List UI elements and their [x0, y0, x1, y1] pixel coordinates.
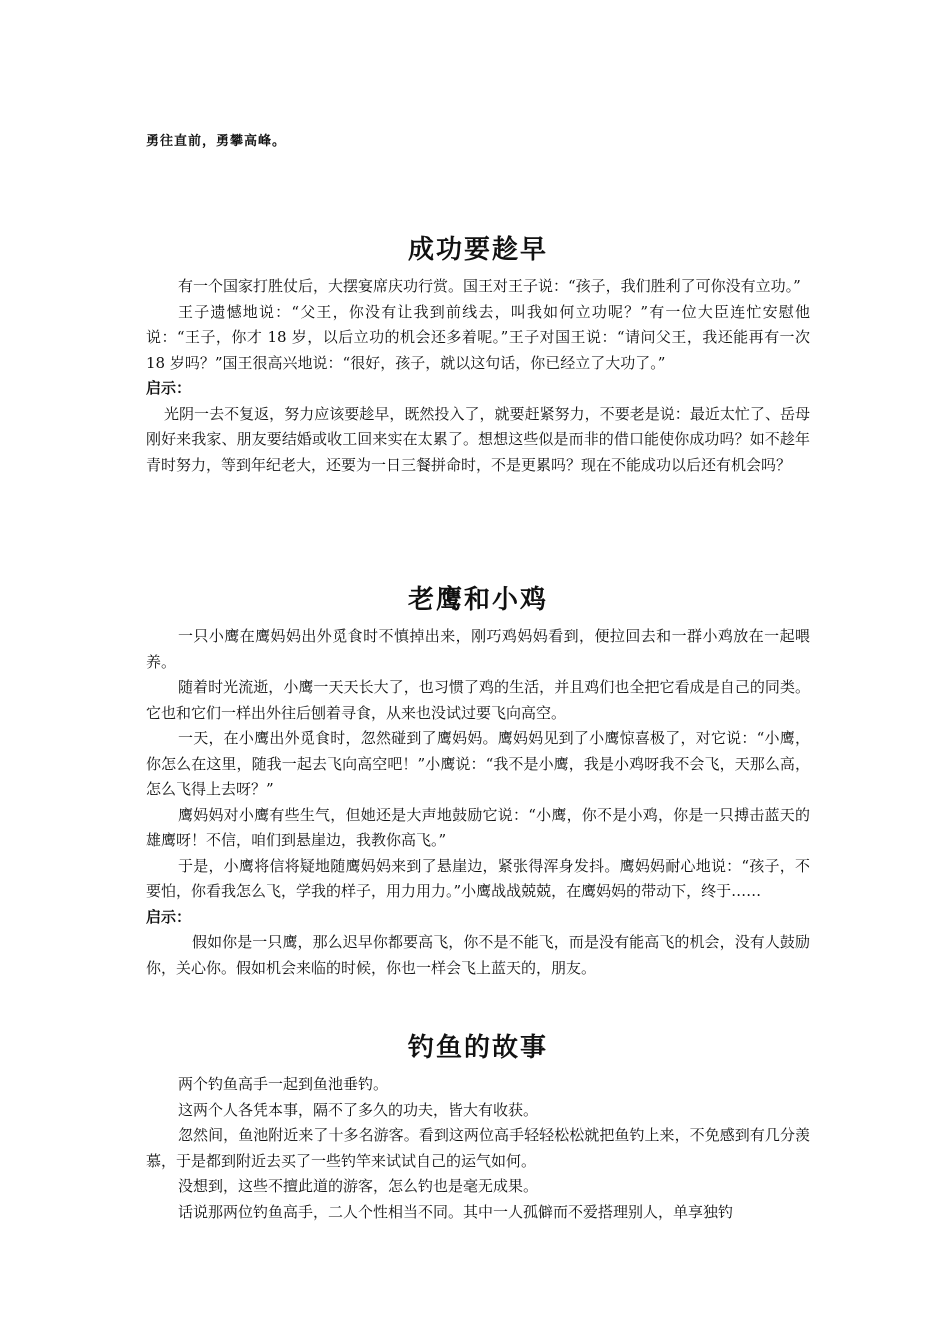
- section-title: 成功要趁早: [407, 235, 548, 265]
- paragraph: 这两个人各凭本事，隔不了多久的功夫，皆大有收获。: [178, 1100, 539, 1119]
- paragraph: 于是，小鹰将信将疑地随鹰妈妈来到了悬崖边，紧张得浑身发抖。鹰妈妈耐心地说：“孩子，不要怕，你看我怎么飞，学我的样子，用力用力。”小鹰战战兢兢，在鹰妈妈的带动下，终于……: [146, 856, 810, 900]
- paragraph: 话说那两位钓鱼高手，二人个性相当不同。其中一人孤僻而不爱搭理别人，单享独钓: [178, 1202, 734, 1221]
- intro-line: 勇往直前，勇攀高峰。: [146, 134, 287, 149]
- paragraph: 随着时光流逝，小鹰一天天长大了，也习惯了鸡的生活，并且鸡们也全把它看成是自己的同类。它也和它们一样出外往后刨着寻食，从来也没试过要飞向高空。: [146, 678, 810, 722]
- paragraph: 两个钓鱼高手一起到鱼池垂钓。: [178, 1075, 389, 1093]
- paragraph: 鹰妈妈对小鹰有些生气，但她还是大声地鼓励它说：“小鹰，你不是小鸡，你是一只搏击蓝天的雄鹰呀！不信，咱们到悬崖边，我教你高飞。”: [146, 805, 810, 849]
- section-fishing-story: [146, 1030, 810, 1225]
- paragraph: 忽然间，鱼池附近来了十多名游客。看到这两位高手轻轻松松就把鱼钓上来，不免感到有几分羡慕，于是都到附近去买了一些钓竿来试试自己的运气如何。: [146, 1126, 810, 1170]
- section-eagle-and-chick: [146, 582, 810, 981]
- paragraph: 王子遗憾地说：“父王，你没有让我到前线去，叫我如何立功呢？”有一位大臣连忙安慰他说：“王子，你才 18 岁，以后立功的机会还多着呢。”王子对国王说：“请问父王，我还能再有一次 18 岁吗？”国王很高兴地说：“很好，孩子，就以这句话，你已经立了大功了。”: [146, 302, 810, 372]
- paragraph: 一只小鹰在鹰妈妈出外觅食时不慎掉出来，刚巧鸡妈妈看到，便拉回去和一群小鸡放在一起喂养。: [146, 627, 810, 671]
- section-title: 钓鱼的故事: [407, 1033, 548, 1063]
- section-success-early: [146, 232, 810, 478]
- insight-text: 光阴一去不复返，努力应该要趁早，既然投入了，就要赶紧努力，不要老是说：最近太忙了、岳母刚好来我家、朋友要结婚或收工回来实在太累了。想想这些似是而非的借口能使你成功吗？如不趁年青时努力，等到年纪老大，还要为一日三餐拼命时，不是更累吗？现在不能成功以后还有机会吗？: [146, 404, 810, 474]
- paragraph: 没想到，这些不擅此道的游客，怎么钓也是毫无成果。: [178, 1177, 539, 1195]
- section-title: 老鹰和小鸡: [407, 585, 548, 615]
- insight-label: 启示：: [146, 379, 192, 397]
- insight-text: 假如你是一只鹰，那么迟早你都要高飞，你不是不能飞，而是没有能高飞的机会，没有人鼓励你，关心你。假如机会来临的时候，你也一样会飞上蓝天的，朋友。: [146, 933, 810, 977]
- insight-label: 启示：: [146, 907, 192, 926]
- paragraph: 一天，在小鹰出外觅食时，忽然碰到了鹰妈妈。鹰妈妈见到了小鹰惊喜极了，对它说：“小鹰，你怎么在这里，随我一起去飞向高空吧！”小鹰说：“我不是小鹰，我是小鸡呀我不会飞，天那么高，怎么飞得上去呀？”: [146, 729, 810, 798]
- paragraph: 有一个国家打胜仗后，大摆宴席庆功行赏。国王对王子说：“孩子，我们胜利了可你没有立功。”: [178, 277, 801, 295]
